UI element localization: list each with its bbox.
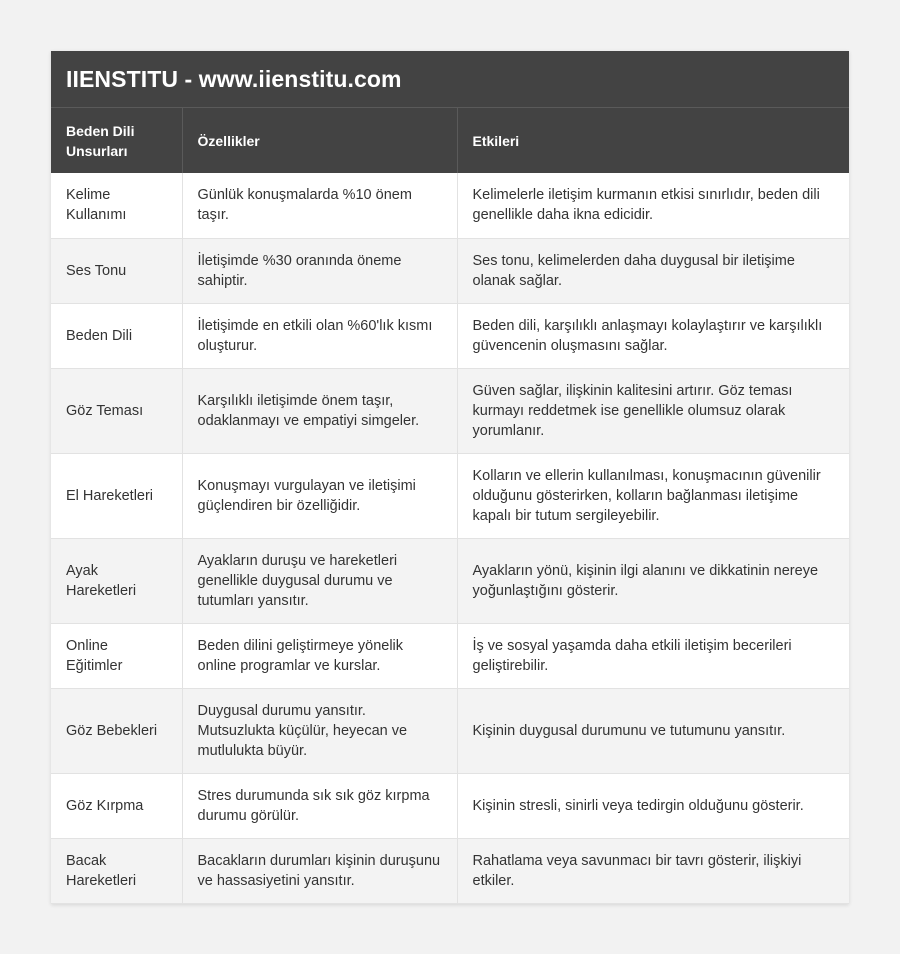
cell-effects: Ses tonu, kelimelerden daha duygusal bir iletişime olanak sağlar. [457, 238, 849, 303]
cell-features: Beden dilini geliştirmeye yönelik online programlar ve kurslar. [182, 623, 457, 688]
cell-element: Göz Teması [51, 368, 182, 453]
table-row [51, 453, 849, 538]
cell-element: Online Eğitimler [51, 623, 182, 688]
cell-features: Konuşmayı vurgulayan ve iletişimi güçlendiren bir özelliğidir. [182, 453, 457, 538]
table-row [51, 773, 849, 838]
cell-features: Ayakların duruşu ve hareketleri genellikle duygusal durumu ve tutumları yansıtır. [182, 538, 457, 623]
cell-effects: Kişinin duygusal durumunu ve tutumunu yansıtır. [457, 688, 849, 773]
cell-features: İletişimde en etkili olan %60'lık kısmı oluşturur. [182, 303, 457, 368]
cell-effects: Beden dili, karşılıklı anlaşmayı kolaylaştırır ve karşılıklı güvencenin oluşmasını sağlar. [457, 303, 849, 368]
cell-features: Stres durumunda sık sık göz kırpma durumu görülür. [182, 773, 457, 838]
table-card [51, 51, 849, 904]
page-title: IIENSTITU - www.iienstitu.com [66, 65, 402, 92]
table-row [51, 538, 849, 623]
table-row [51, 173, 849, 238]
cell-effects: Kişinin stresli, sinirli veya tedirgin olduğunu gösterir. [457, 773, 849, 838]
header-features: Özellikler [182, 108, 457, 173]
cell-effects: İş ve sosyal yaşamda daha etkili iletişim becerileri geliştirebilir. [457, 623, 849, 688]
table-row [51, 838, 849, 903]
table-row [51, 623, 849, 688]
table-row [51, 303, 849, 368]
cell-element: Ayak Hareketleri [51, 538, 182, 623]
cell-features: Bacakların durumları kişinin duruşunu ve hassasiyetini yansıtır. [182, 838, 457, 903]
cell-element: Göz Kırpma [51, 773, 182, 838]
header-element: Beden Dili Unsurları [51, 108, 182, 173]
cell-element: El Hareketleri [51, 453, 182, 538]
cell-features: Günlük konuşmalarda %10 önem taşır. [182, 173, 457, 238]
cell-effects: Kelimelerle iletişim kurmanın etkisi sınırlıdır, beden dili genellikle daha ikna edicidir. [457, 173, 849, 238]
cell-effects: Rahatlama veya savunmacı bir tavrı gösterir, ilişkiyi etkiler. [457, 838, 849, 903]
cell-element: Göz Bebekleri [51, 688, 182, 773]
cell-effects: Kolların ve ellerin kullanılması, konuşmacının güvenilir olduğunu gösterirken, kolların bağlanması iletişime kapalı bir tutum sergileyebilir. [457, 453, 849, 538]
cell-element: Ses Tonu [51, 238, 182, 303]
cell-effects: Güven sağlar, ilişkinin kalitesini artırır. Göz teması kurmayı reddetmek ise genellikle olumsuz olarak yorumlanır. [457, 368, 849, 453]
header-row [51, 108, 849, 173]
cell-element: Beden Dili [51, 303, 182, 368]
table-row [51, 368, 849, 453]
table-row [51, 238, 849, 303]
cell-element: Bacak Hareketleri [51, 838, 182, 903]
table-row [51, 688, 849, 773]
cell-features: Duygusal durumu yansıtır. Mutsuzlukta küçülür, heyecan ve mutlulukta büyür. [182, 688, 457, 773]
cell-element: Kelime Kullanımı [51, 173, 182, 238]
body-language-table [51, 108, 849, 904]
cell-features: Karşılıklı iletişimde önem taşır, odaklanmayı ve empatiyi simgeler. [182, 368, 457, 453]
cell-effects: Ayakların yönü, kişinin ilgi alanını ve dikkatinin nereye yoğunlaştığını gösterir. [457, 538, 849, 623]
cell-features: İletişimde %30 oranında öneme sahiptir. [182, 238, 457, 303]
title-bar [51, 51, 849, 108]
header-effects: Etkileri [457, 108, 849, 173]
